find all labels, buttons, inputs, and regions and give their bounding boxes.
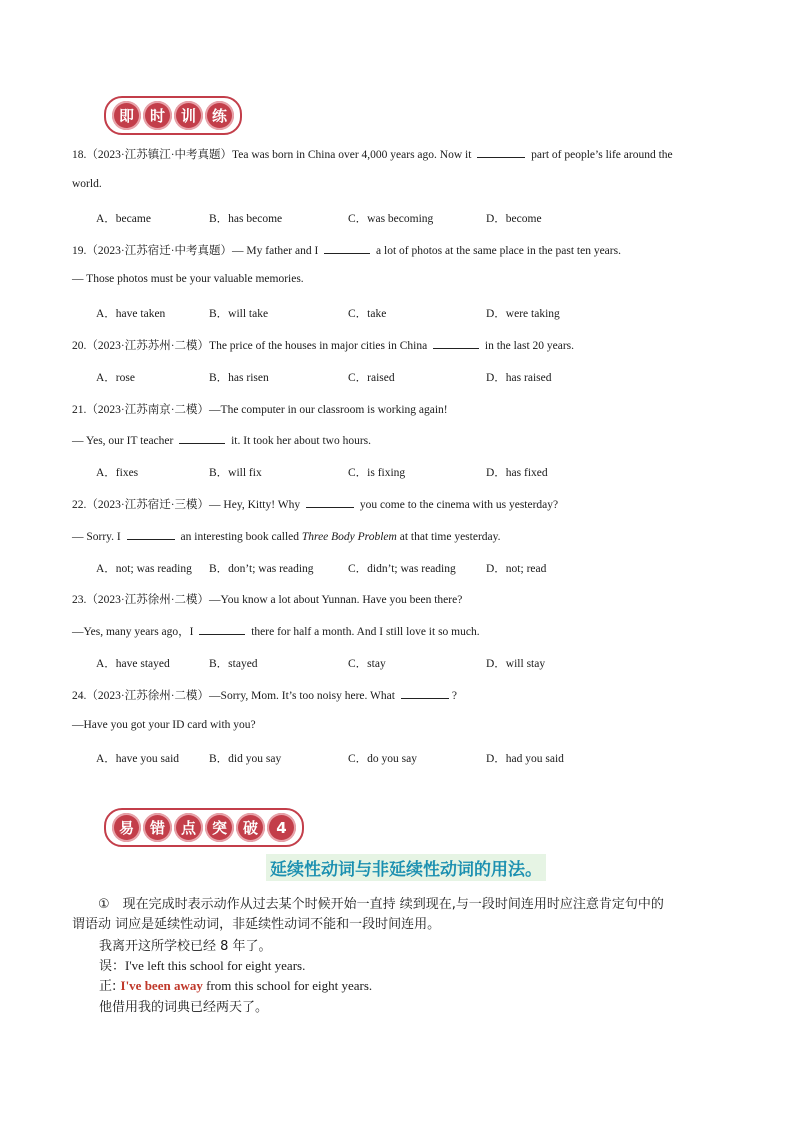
question-24-line2: —Have you got your ID card with you? [72,719,256,731]
question-21 [72,401,448,417]
example-chinese-2: 他借用我的词典已经两天了。 [99,1000,269,1015]
answer-blank [433,337,479,349]
option-d: D．has raised [486,372,552,384]
option-b: B．will fix [209,467,262,479]
option-b: B．will take [209,308,269,320]
option-a: A．not; was reading [96,563,192,575]
option-b: B．has become [209,213,283,225]
option-c: C．stay [348,658,386,670]
wrong-example [99,955,305,974]
option-d: D．will stay [486,658,546,670]
option-d: D．had you said [486,753,564,765]
option-d: D．were taking [486,308,560,320]
option-c: C．raised [348,372,395,384]
wrong-sentence: I've left this school for eight years. [125,958,306,973]
question-number: 18.（2023·江苏镇江·中考真题） [72,149,233,161]
option-c: C．do you say [348,753,417,765]
badge-char: 破 [236,813,265,842]
question-19-line2: — Those photos must be your valuable memories. [72,273,304,285]
badge-char: 时 [143,101,172,130]
question-number: 22.（2023·江苏宿迁·三模） [72,499,210,511]
question-text: ? [451,690,457,702]
question-text: part of people’s life around the [528,149,673,161]
section-badge-practice [104,96,242,135]
option-a: A．have you said [96,753,180,765]
option-b: B．did you say [209,753,282,765]
answer-blank [401,687,449,699]
option-d: D．not; read [486,563,547,575]
question-number: 20.（2023·江苏苏州·二模） [72,340,210,352]
question-text: The price of the houses in major cities in China [209,340,431,352]
question-text: Tea was born in China over 4,000 years ago. Now it [232,149,475,161]
section-badge-error-points [104,808,304,847]
badge-char: 训 [174,101,203,130]
answer-blank [127,528,175,540]
badge-char: 4 [267,813,296,842]
option-a: A．became [96,213,151,225]
option-a: A．have taken [96,308,166,320]
option-a: A．rose [96,372,135,384]
badge-char: 易 [112,813,141,842]
answer-blank [306,496,354,508]
question-19 [72,242,621,258]
right-example [99,975,372,994]
question-number: 23.（2023·江苏徐州·二模） [72,594,210,606]
option-c: C．didn’t; was reading [348,563,456,575]
book-title: Three Body Problem [301,531,397,543]
question-20 [72,337,574,353]
option-c: C．was becoming [348,213,434,225]
question-text: — Sorry. I [72,531,124,543]
badge-char: 即 [112,101,141,130]
question-text: it. It took her about two hours. [228,435,372,447]
option-b: B．stayed [209,658,258,670]
badge-char: 练 [205,101,234,130]
question-23 [72,591,462,607]
question-text: you come to the cinema with us yesterday? [356,499,559,511]
question-number: 19.（2023·江苏宿迁·中考真题） [72,245,233,257]
question-23-line2 [72,623,480,639]
answer-blank [179,432,225,444]
right-sentence: from this school for eight years. [202,978,373,993]
example-chinese: 我离开这所学校已经 8 年了。 [99,939,272,954]
option-c: C．is fixing [348,467,406,479]
question-text: —You know a lot about Yunnan. Have you been there? [209,594,463,606]
question-24 [72,687,457,703]
option-d: D．become [486,213,542,225]
option-a: A．have stayed [96,658,170,670]
highlighted-phrase: I've been away [120,978,203,993]
answer-blank [477,146,525,158]
question-text: — Yes, our IT teacher [72,435,177,447]
question-text: — My father and I [232,245,322,257]
question-22 [72,496,558,512]
question-text: an interesting book called [177,531,302,543]
option-a: A．fixes [96,467,139,479]
question-number: 24.（2023·江苏徐州·二模） [72,690,210,702]
question-22-line2 [72,528,501,543]
question-text: — Hey, Kitty! Why [209,499,303,511]
badge-char: 点 [174,813,203,842]
question-21-line2 [72,432,371,447]
answer-blank [199,623,245,635]
explanation-line-1: ① 现在完成时表示动作从过去某个时候开始一直持 续到现在,与一段时间连用时应注意肯定句中的 [98,897,664,912]
question-number: 21.（2023·江苏南京·二模） [72,404,210,416]
option-b: B．has risen [209,372,269,384]
answer-blank [324,242,370,254]
question-text: a lot of photos at the same place in the past ten years. [373,245,621,257]
question-text: —Sorry, Mom. It’s too noisy here. What [209,690,398,702]
section-title: 延续性动词与非延续性动词的用法。 [266,854,546,881]
question-text: at that time yesterday. [396,531,501,543]
question-text: in the last 20 years. [482,340,575,352]
explanation-line-2: 谓语动 词应是延续性动词，非延续性动词不能和一段时间连用。 [72,917,441,932]
question-text: —Yes, many years ago，I [72,626,197,638]
question-18-line2: world. [72,178,102,190]
option-c: C．take [348,308,387,320]
question-text: there for half a month. And I still love it so much. [248,626,480,638]
question-18 [72,146,673,162]
option-b: B．don’t; was reading [209,563,314,575]
option-d: D．has fixed [486,467,548,479]
right-label: 正: [99,979,121,994]
badge-char: 错 [143,813,172,842]
badge-char: 突 [205,813,234,842]
wrong-label: 误： [99,959,126,974]
question-text: —The computer in our classroom is working again! [209,404,448,416]
